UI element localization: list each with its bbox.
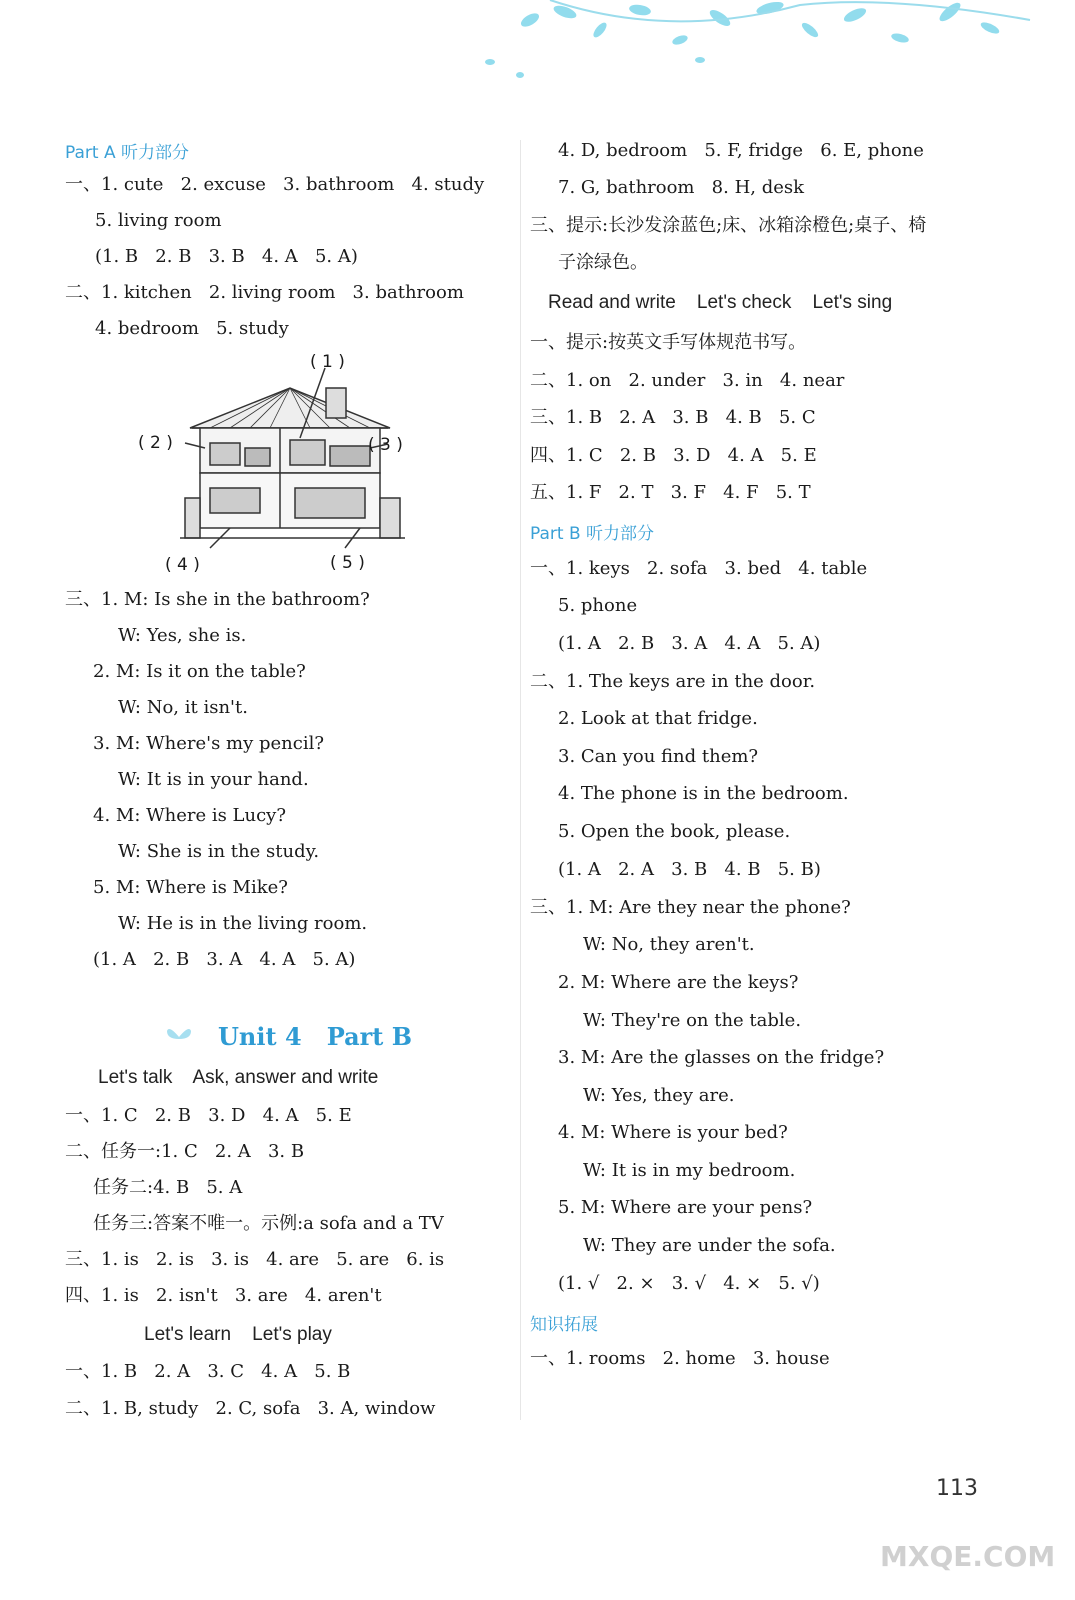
answer-line: W: Yes, they are. — [583, 1085, 735, 1106]
house-illustration — [130, 348, 420, 578]
answer-line: 二、任务一:1. C 2. A 3. B — [65, 1141, 305, 1162]
answer-line: 二、1. The keys are in the door. — [530, 671, 816, 692]
answer-line: 5. M: Where are your pens? — [558, 1197, 813, 1218]
subheader-read-and-write: Read and write Let's check Let's sing — [548, 292, 893, 313]
answer-line: 三、提示:长沙发涂蓝色;床、冰箱涂橙色;桌子、椅 — [530, 215, 927, 236]
page-number: 113 — [936, 1476, 978, 1501]
watermark-logo: MXQE.COM — [880, 1540, 1056, 1573]
answer-line: 五、1. F 2. T 3. F 4. F 5. T — [530, 482, 811, 503]
answer-line: 四、1. is 2. isn't 3. are 4. aren't — [65, 1285, 382, 1306]
answer-line: 任务三:答案不唯一。示例:a sofa and a TV — [93, 1213, 444, 1234]
answer-line: 5. Open the book, please. — [558, 821, 791, 842]
answer-line: (1. A 2. B 3. A 4. A 5. A) — [93, 949, 356, 970]
house-label-3: ( 3 ) — [368, 435, 403, 455]
answer-line: 3. Can you find them? — [558, 746, 759, 767]
answer-line: W: He is in the living room. — [118, 913, 368, 934]
answer-line: 5. living room — [95, 210, 222, 231]
answer-line: W: No, it isn't. — [118, 697, 248, 718]
subheader-lets-learn: Let's learn Let's play — [144, 1324, 332, 1345]
answer-line: 4. D, bedroom 5. F, fridge 6. E, phone — [558, 140, 924, 161]
answer-line: W: No, they aren't. — [583, 934, 755, 955]
answer-line: 三、1. M: Are they near the phone? — [530, 897, 851, 918]
answer-line: W: Yes, she is. — [118, 625, 247, 646]
section-part-a: Part A 听力部分 — [65, 143, 189, 163]
answer-line: W: It is in my bedroom. — [583, 1160, 796, 1181]
answer-line: 3. M: Where's my pencil? — [93, 733, 324, 754]
subheader-lets-talk: Let's talk Ask, answer and write — [98, 1067, 379, 1088]
answer-line: W: It is in your hand. — [118, 769, 309, 790]
house-label-4: ( 2 ) — [138, 433, 173, 453]
answer-line: 三、1. is 2. is 3. is 4. are 5. are 6. is — [65, 1249, 445, 1270]
house-label-2: ( 4 ) — [165, 555, 200, 575]
column-divider — [520, 140, 521, 1420]
unit-title: Unit 4 Part B — [218, 1022, 413, 1051]
answer-line: (1. √ 2. × 3. √ 4. × 5. √) — [558, 1273, 820, 1294]
answer-line: 一、1. B 2. A 3. C 4. A 5. B — [65, 1361, 351, 1382]
answer-line: 任务二:4. B 5. A — [93, 1177, 243, 1198]
answer-line: 3. M: Are the glasses on the fridge? — [558, 1047, 885, 1068]
answer-line: 一、1. rooms 2. home 3. house — [530, 1348, 830, 1369]
answer-line: 二、1. B, study 2. C, sofa 3. A, window — [65, 1398, 436, 1419]
decorative-leaves — [470, 0, 1075, 90]
answer-line: 一、1. cute 2. excuse 3. bathroom 4. study — [65, 174, 485, 195]
answer-line: 二、1. kitchen 2. living room 3. bathroom — [65, 282, 464, 303]
section-knowledge-extension: 知识拓展 — [530, 1315, 598, 1335]
section-part-b: Part B 听力部分 — [530, 524, 655, 544]
answer-line: 4. The phone is in the bedroom. — [558, 783, 849, 804]
answer-line: 一、1. keys 2. sofa 3. bed 4. table — [530, 558, 868, 579]
answer-line: (1. A 2. A 3. B 4. B 5. B) — [558, 859, 821, 880]
answer-line: 四、1. C 2. B 3. D 4. A 5. E — [530, 445, 817, 466]
answer-line: 2. M: Is it on the table? — [93, 661, 306, 682]
answer-line: 子涂绿色。 — [558, 252, 648, 273]
answer-line: (1. A 2. B 3. A 4. A 5. A) — [558, 633, 821, 654]
answer-line: W: She is in the study. — [118, 841, 320, 862]
answer-line: 7. G, bathroom 8. H, desk — [558, 177, 805, 198]
answer-line: 三、1. M: Is she in the bathroom? — [65, 589, 370, 610]
answer-line: 5. M: Where is Mike? — [93, 877, 288, 898]
answer-line: 一、1. C 2. B 3. D 4. A 5. E — [65, 1105, 352, 1126]
answer-line: W: They're on the table. — [583, 1010, 802, 1031]
answer-line: W: They are under the sofa. — [583, 1235, 836, 1256]
answer-line: 二、1. on 2. under 3. in 4. near — [530, 370, 845, 391]
answer-line: 一、提示:按英文手写体规范书写。 — [530, 332, 807, 353]
answer-line: 2. M: Where are the keys? — [558, 972, 799, 993]
answer-line: (1. B 2. B 3. B 4. A 5. A) — [95, 246, 358, 267]
answer-line: 4. M: Where is Lucy? — [93, 805, 286, 826]
answer-line: 4. bedroom 5. study — [95, 318, 289, 339]
answer-line: 2. Look at that fridge. — [558, 708, 758, 729]
answer-line: 5. phone — [558, 595, 638, 616]
answer-line: 三、1. B 2. A 3. B 4. B 5. C — [530, 407, 816, 428]
house-label-5: ( 1 ) — [310, 352, 345, 372]
answer-line: 4. M: Where is your bed? — [558, 1122, 788, 1143]
butterfly-icon — [165, 1025, 193, 1049]
house-label-1: ( 5 ) — [330, 553, 365, 573]
